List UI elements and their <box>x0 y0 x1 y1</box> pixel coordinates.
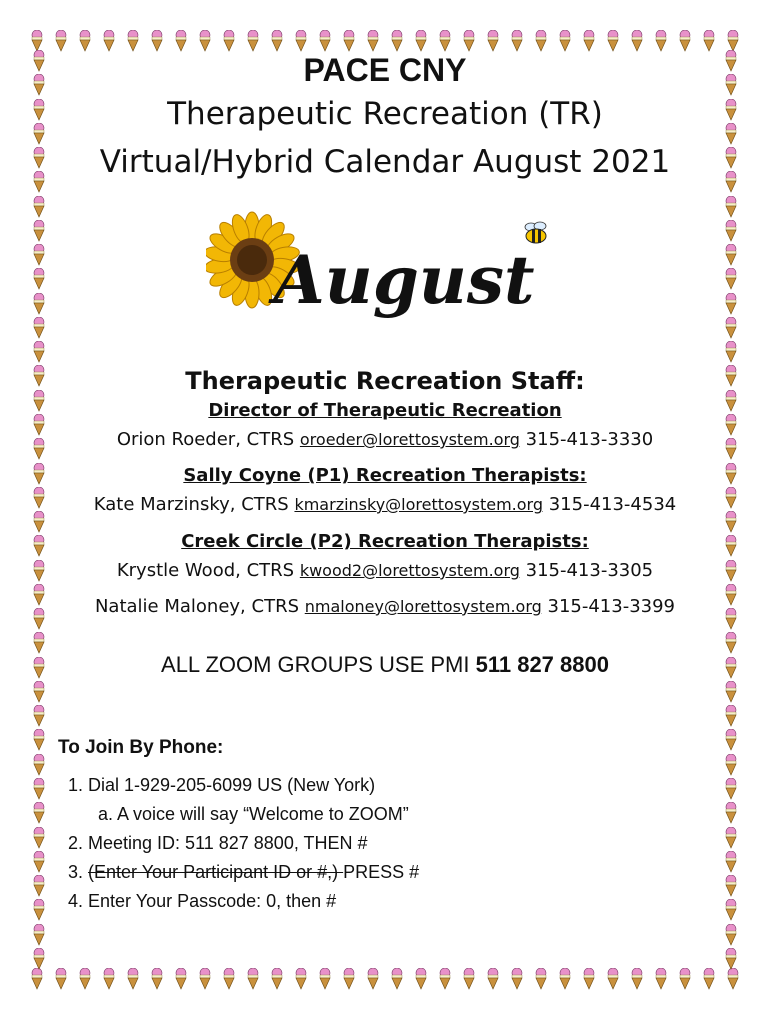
ice-cream-cone-icon <box>724 948 738 970</box>
ice-cream-cone-icon <box>486 30 500 52</box>
director-phone: 315-413-3330 <box>525 429 654 450</box>
ice-cream-cone-icon <box>724 827 738 849</box>
ice-cream-cone-icon <box>32 196 46 218</box>
director-name: Orion Roeder, CTRS <box>116 429 295 450</box>
step-3-prefix: 3. <box>68 862 89 882</box>
ice-cream-cone-icon <box>342 968 356 990</box>
p2-contact-1 <box>0 560 770 581</box>
ice-cream-cone-icon <box>102 30 116 52</box>
step-2: 2. Meeting ID: 511 827 8800, THEN # <box>68 833 368 853</box>
ice-cream-cone-icon <box>32 875 46 897</box>
ice-cream-cone-icon <box>724 705 738 727</box>
ice-cream-cone-icon <box>54 30 68 52</box>
ice-cream-cone-icon <box>678 968 692 990</box>
ice-cream-cone-icon <box>342 30 356 52</box>
p1-heading: Sally Coyne (P1) Recreation Therapists: <box>183 465 587 486</box>
ice-cream-cone-icon <box>724 293 738 315</box>
ice-cream-cone-icon <box>32 268 46 290</box>
ice-cream-cone-icon <box>726 968 740 990</box>
ice-cream-cone-icon <box>724 196 738 218</box>
phone-join-heading: To Join By Phone: <box>58 737 224 758</box>
p1-email-link[interactable]: kmarzinsky@lorettosystem.org <box>294 495 543 514</box>
ice-cream-cone-icon <box>724 729 738 751</box>
ice-cream-cone-icon <box>32 220 46 242</box>
ice-cream-cone-icon <box>558 30 572 52</box>
p1-name: Kate Marzinsky, CTRS <box>93 494 289 515</box>
ice-cream-cone-icon <box>582 968 596 990</box>
ice-cream-cone-icon <box>32 778 46 800</box>
phone-join-steps <box>68 771 419 916</box>
ice-cream-cone-icon <box>174 30 188 52</box>
ice-cream-cone-icon <box>102 968 116 990</box>
ice-cream-cone-icon <box>534 30 548 52</box>
ice-cream-cone-icon <box>724 802 738 824</box>
ice-cream-cone-icon <box>150 968 164 990</box>
step-1a: a. A voice will say “Welcome to ZOOM” <box>98 804 409 824</box>
ice-cream-cone-icon <box>366 968 380 990</box>
step-3 <box>68 858 419 887</box>
ice-cream-cone-icon <box>32 681 46 703</box>
ice-cream-cone-icon <box>174 968 188 990</box>
ice-cream-cone-icon <box>32 827 46 849</box>
ice-cream-cone-icon <box>78 968 92 990</box>
ice-cream-cone-icon <box>32 851 46 873</box>
ice-cream-cone-icon <box>198 968 212 990</box>
ice-cream-cone-icon <box>32 948 46 970</box>
ice-cream-cone-icon <box>54 968 68 990</box>
ice-cream-cone-icon <box>32 754 46 776</box>
ice-cream-cone-icon <box>390 968 404 990</box>
ice-cream-cone-icon <box>510 30 524 52</box>
p2-phone-1: 315-413-3305 <box>525 560 654 581</box>
staff-heading: Therapeutic Recreation Staff: <box>185 367 585 395</box>
ice-cream-cone-icon <box>630 968 644 990</box>
ice-cream-cone-icon <box>222 968 236 990</box>
ice-cream-cone-icon <box>678 30 692 52</box>
zoom-pmi-line <box>0 652 770 678</box>
ice-cream-cone-icon <box>582 30 596 52</box>
ice-cream-cone-icon <box>150 30 164 52</box>
ice-cream-cone-icon <box>606 968 620 990</box>
p2-email-link-1[interactable]: kwood2@lorettosystem.org <box>299 561 520 580</box>
ice-cream-cone-icon <box>246 968 260 990</box>
ice-cream-cone-icon <box>270 30 284 52</box>
p2-heading: Creek Circle (P2) Recreation Therapists: <box>181 531 589 552</box>
ice-cream-cone-icon <box>462 968 476 990</box>
ice-cream-cone-icon <box>32 899 46 921</box>
ice-cream-cone-icon <box>438 968 452 990</box>
ice-cream-cone-icon <box>630 30 644 52</box>
ice-cream-cone-icon <box>724 317 738 339</box>
ice-cream-cone-icon <box>78 30 92 52</box>
ice-cream-cone-icon <box>724 754 738 776</box>
p2-name-2: Natalie Maloney, CTRS <box>94 596 299 617</box>
ice-cream-cone-icon <box>32 924 46 946</box>
ice-cream-cone-icon <box>724 875 738 897</box>
ice-cream-cone-icon <box>32 802 46 824</box>
p1-phone: 315-413-4534 <box>548 494 677 515</box>
ice-cream-cone-icon <box>390 30 404 52</box>
ice-cream-cone-icon <box>724 268 738 290</box>
p2-email-link-2[interactable]: nmaloney@lorettosystem.org <box>304 597 542 616</box>
page-subtitle-line1: Therapeutic Recreation (TR) <box>167 96 603 132</box>
ice-cream-cone-icon <box>246 30 260 52</box>
ice-cream-cone-icon <box>724 341 738 363</box>
ice-cream-cone-icon <box>32 244 46 266</box>
ice-cream-cone-icon <box>438 30 452 52</box>
ice-cream-cone-icon <box>366 30 380 52</box>
ice-cream-cone-icon <box>462 30 476 52</box>
ice-cream-cone-icon <box>32 705 46 727</box>
step-4: 4. Enter Your Passcode: 0, then # <box>68 891 337 911</box>
ice-cream-cone-icon <box>222 30 236 52</box>
ice-cream-cone-icon <box>32 729 46 751</box>
director-heading: Director of Therapeutic Recreation <box>208 400 562 421</box>
step-1: 1. Dial 1-929-205-6099 US (New York) <box>68 775 376 795</box>
august-logo <box>206 208 550 344</box>
ice-cream-cone-icon <box>32 293 46 315</box>
ice-cream-cone-icon <box>318 968 332 990</box>
ice-cream-cone-icon <box>654 968 668 990</box>
director-contact <box>0 429 770 450</box>
zoom-pmi: 511 827 8800 <box>475 652 609 677</box>
step-3-rest: PRESS # <box>343 862 420 882</box>
ice-cream-cone-icon <box>486 968 500 990</box>
ice-cream-cone-icon <box>318 30 332 52</box>
ice-cream-cone-icon <box>414 968 428 990</box>
ice-cream-cone-icon <box>726 30 740 52</box>
ice-cream-cone-icon <box>702 30 716 52</box>
ice-cream-cone-icon <box>198 30 212 52</box>
ice-cream-cone-icon <box>294 968 308 990</box>
ice-cream-cone-icon <box>30 968 44 990</box>
ice-cream-cone-icon <box>534 968 548 990</box>
ice-cream-cone-icon <box>32 341 46 363</box>
ice-cream-cone-icon <box>724 681 738 703</box>
step-3-struck: (Enter Your Participant ID or #,) <box>88 862 344 882</box>
p2-name-1: Krystle Wood, CTRS <box>116 560 295 581</box>
logo-word: August <box>273 241 535 319</box>
ice-cream-cone-icon <box>414 30 428 52</box>
p2-phone-2: 315-413-3399 <box>547 596 676 617</box>
ice-cream-cone-icon <box>654 30 668 52</box>
ice-cream-cone-icon <box>126 30 140 52</box>
ice-cream-cone-icon <box>294 30 308 52</box>
ice-cream-cone-icon <box>724 220 738 242</box>
p1-contact <box>0 494 770 515</box>
bee-icon <box>525 222 546 243</box>
zoom-text: ALL ZOOM GROUPS USE PMI <box>161 652 470 677</box>
ice-cream-cone-icon <box>30 30 44 52</box>
ice-cream-cone-icon <box>702 968 716 990</box>
ice-cream-cone-icon <box>270 968 284 990</box>
director-email-link[interactable]: oroeder@lorettosystem.org <box>299 430 520 449</box>
ice-cream-cone-icon <box>126 968 140 990</box>
ice-cream-cone-icon <box>724 778 738 800</box>
ice-cream-cone-icon <box>724 851 738 873</box>
ice-cream-cone-icon <box>724 899 738 921</box>
ice-cream-cone-icon <box>724 244 738 266</box>
page-subtitle-line2: Virtual/Hybrid Calendar August 2021 <box>99 144 671 180</box>
ice-cream-cone-icon <box>32 317 46 339</box>
ice-cream-cone-icon <box>606 30 620 52</box>
p2-contact-2 <box>0 596 770 617</box>
ice-cream-cone-icon <box>510 968 524 990</box>
ice-cream-cone-icon <box>558 968 572 990</box>
border-bottom <box>30 968 740 994</box>
page-title: PACE CNY <box>303 52 467 88</box>
ice-cream-cone-icon <box>724 924 738 946</box>
